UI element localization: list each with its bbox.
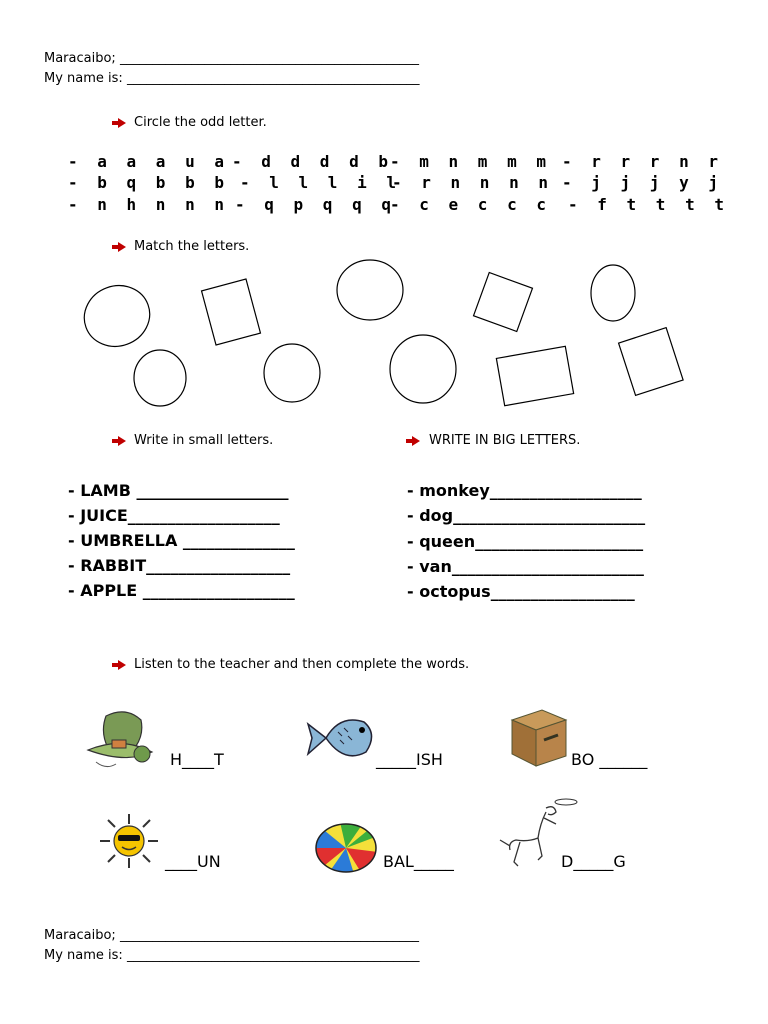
complete-word[interactable]: D_____G xyxy=(561,852,626,871)
shape-oval xyxy=(390,335,456,403)
odd-item[interactable]: - d d d d b xyxy=(232,152,393,171)
shape-rect xyxy=(496,346,573,405)
big-letters-instruction: WRITE IN BIG LETTERS. xyxy=(429,433,581,448)
shape-oval xyxy=(134,350,186,406)
small-letters-instruction: Write in small letters. xyxy=(134,433,274,448)
footer-name-line[interactable] xyxy=(44,948,419,963)
shape-oval xyxy=(264,344,320,402)
name-label: My name is: xyxy=(44,948,123,963)
complete-word[interactable]: H____T xyxy=(170,750,224,769)
match-shapes xyxy=(0,0,768,420)
big-letters-item[interactable]: - queen_____________________ xyxy=(407,532,644,551)
small-letters-item[interactable]: - LAMB ___________________ xyxy=(68,481,289,500)
small-letters-item[interactable]: - APPLE ___________________ xyxy=(68,581,295,600)
big-letters-item[interactable]: - dog________________________ xyxy=(407,506,646,525)
odd-item[interactable]: - m n m m m xyxy=(390,152,551,171)
odd-item[interactable]: - n h n n n xyxy=(68,195,229,214)
complete-word[interactable]: ____UN xyxy=(165,852,221,871)
sun-icon xyxy=(98,812,160,870)
odd-letter-instruction: Circle the odd letter. xyxy=(134,115,267,130)
shape-oval xyxy=(337,260,403,320)
odd-item[interactable]: - c e c c c xyxy=(390,195,551,214)
shape-oval xyxy=(591,265,635,321)
big-letters-item[interactable]: - van________________________ xyxy=(407,557,644,576)
footer-place-line[interactable] xyxy=(44,928,419,943)
big-letters-item[interactable]: - monkey___________________ xyxy=(407,481,642,500)
place-blank: ______________________________________________ xyxy=(119,928,419,943)
ball-icon xyxy=(314,822,378,874)
shape-rect xyxy=(474,273,533,332)
name-blank: _____________________________________________ xyxy=(126,71,420,86)
hat-icon xyxy=(86,706,158,774)
odd-item[interactable]: - j j j y j xyxy=(562,173,723,192)
odd-item[interactable]: - r n n n n xyxy=(392,173,553,192)
shape-oval xyxy=(76,277,159,356)
name-blank: _____________________________________________ xyxy=(126,948,420,963)
name-label: My name is: xyxy=(44,71,123,86)
box-icon xyxy=(508,706,570,770)
place-label: Maracaibo; xyxy=(44,51,116,66)
match-instruction: Match the letters. xyxy=(134,239,250,254)
odd-item[interactable]: - b q b b b xyxy=(68,173,229,192)
arrow-bullet-icon xyxy=(406,436,420,446)
complete-word[interactable]: BAL_____ xyxy=(383,852,454,871)
arrow-bullet-icon xyxy=(112,660,126,670)
odd-item[interactable]: - a a a u a xyxy=(68,152,229,171)
complete-instruction: Listen to the teacher and then complete the words. xyxy=(134,657,470,672)
odd-item[interactable]: - q p q q q xyxy=(235,195,396,214)
place-label: Maracaibo; xyxy=(44,928,116,943)
arrow-bullet-icon xyxy=(112,436,126,446)
shape-rect xyxy=(619,328,684,396)
shape-rect xyxy=(202,279,261,345)
complete-word[interactable]: BO ______ xyxy=(571,750,648,769)
odd-item[interactable]: - f t t t t xyxy=(568,195,729,214)
fish-icon xyxy=(304,708,376,768)
small-letters-item[interactable]: - UMBRELLA ______________ xyxy=(68,531,295,550)
odd-item[interactable]: - r r r n r xyxy=(562,152,723,171)
big-letters-item[interactable]: - octopus__________________ xyxy=(407,582,635,601)
small-letters-item[interactable]: - JUICE___________________ xyxy=(68,506,280,525)
place-blank: ______________________________________________ xyxy=(119,51,419,66)
small-letters-item[interactable]: - RABBIT__________________ xyxy=(68,556,291,575)
odd-item[interactable]: - l l l i l xyxy=(240,173,401,192)
complete-word[interactable]: _____ISH xyxy=(376,750,443,769)
